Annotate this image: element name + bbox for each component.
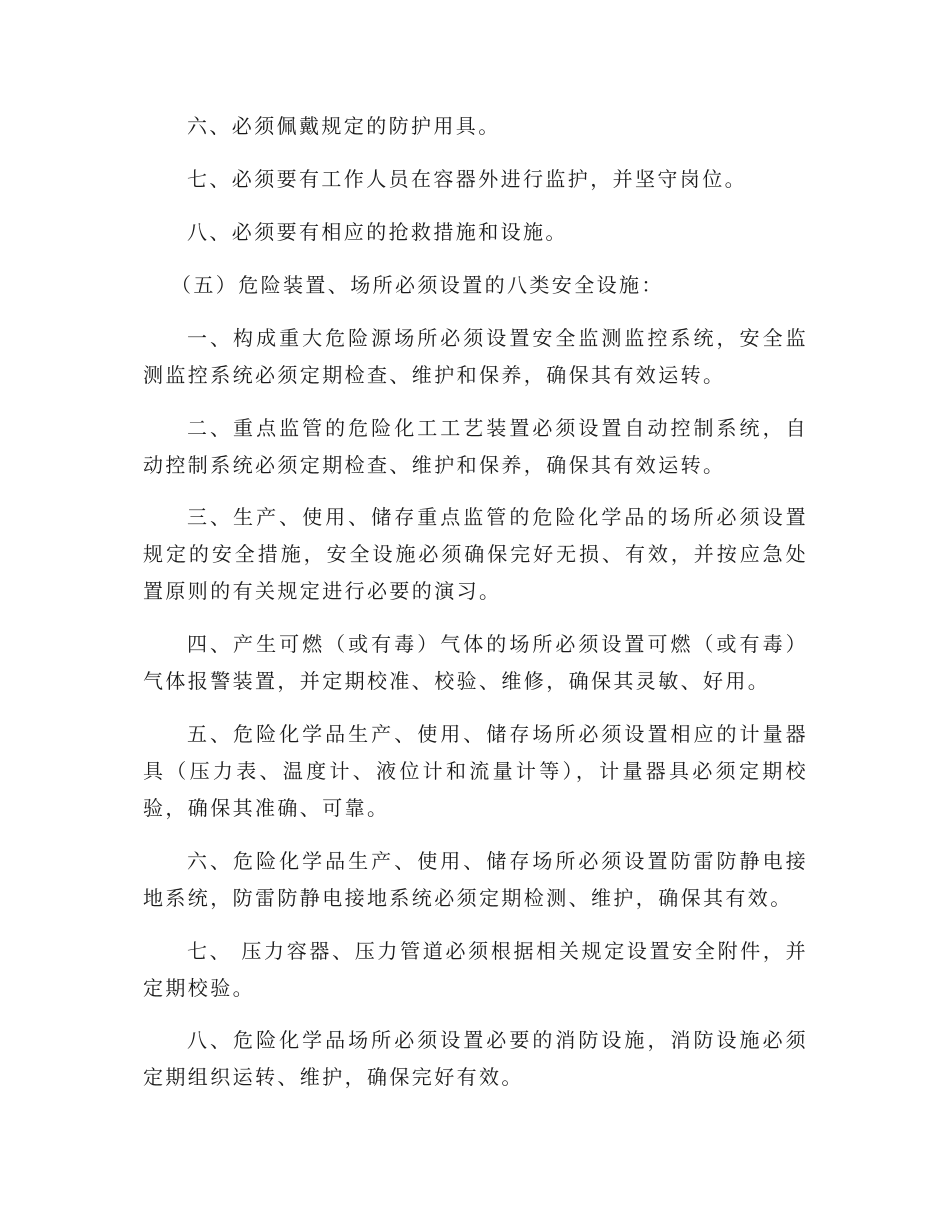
section-heading: （五）危险装置、场所必须设置的八类安全设施： xyxy=(171,273,664,297)
paragraph-item-3: 三、生产、使用、储存重点监管的危险化学品的场所必须设置规定的安全措施，安全设施必须确保完好无损、有效，并按应急处置原则的有关规定进行必要的演习。 xyxy=(143,505,808,603)
paragraph-item-1: 一、构成重大危险源场所必须设置安全监测监控系统，安全监测监控系统必须定期检查、维护和保养，确保其有效运转。 xyxy=(143,326,808,387)
paragraph-item-5: 五、危险化学品生产、使用、储存场所必须设置相应的计量器具（压力表、温度计、液位计和流量计等），计量器具必须定期校验，确保其准确、可靠。 xyxy=(143,722,808,820)
paragraph-supervision: 七、必须要有工作人员在容器外进行监护，并坚守岗位。 xyxy=(187,167,747,191)
paragraph-item-4: 四、产生可燃（或有毒）气体的场所必须设置可燃（或有毒）气体报警装置，并定期校准、校验、维修，确保其灵敏、好用。 xyxy=(143,632,808,693)
paragraph-item-8: 八、危险化学品场所必须设置必要的消防设施，消防设施必须定期组织运转、维护，确保完好有效。 xyxy=(143,1028,808,1089)
paragraph-rescue: 八、必须要有相应的抢救措施和设施。 xyxy=(187,220,568,244)
paragraph-ppe: 六、必须佩戴规定的防护用具。 xyxy=(187,114,501,138)
paragraph-item-7: 七、 压力容器、压力管道必须根据相关规定设置安全附件，并定期校验。 xyxy=(143,939,808,1000)
paragraph-item-2: 二、重点监管的危险化工工艺装置必须设置自动控制系统，自动控制系统必须定期检查、维护和保养，确保其有效运转。 xyxy=(143,416,808,477)
paragraph-item-6: 六、危险化学品生产、使用、储存场所必须设置防雷防静电接地系统，防雷防静电接地系统必须定期检测、维护，确保其有效。 xyxy=(143,849,808,910)
